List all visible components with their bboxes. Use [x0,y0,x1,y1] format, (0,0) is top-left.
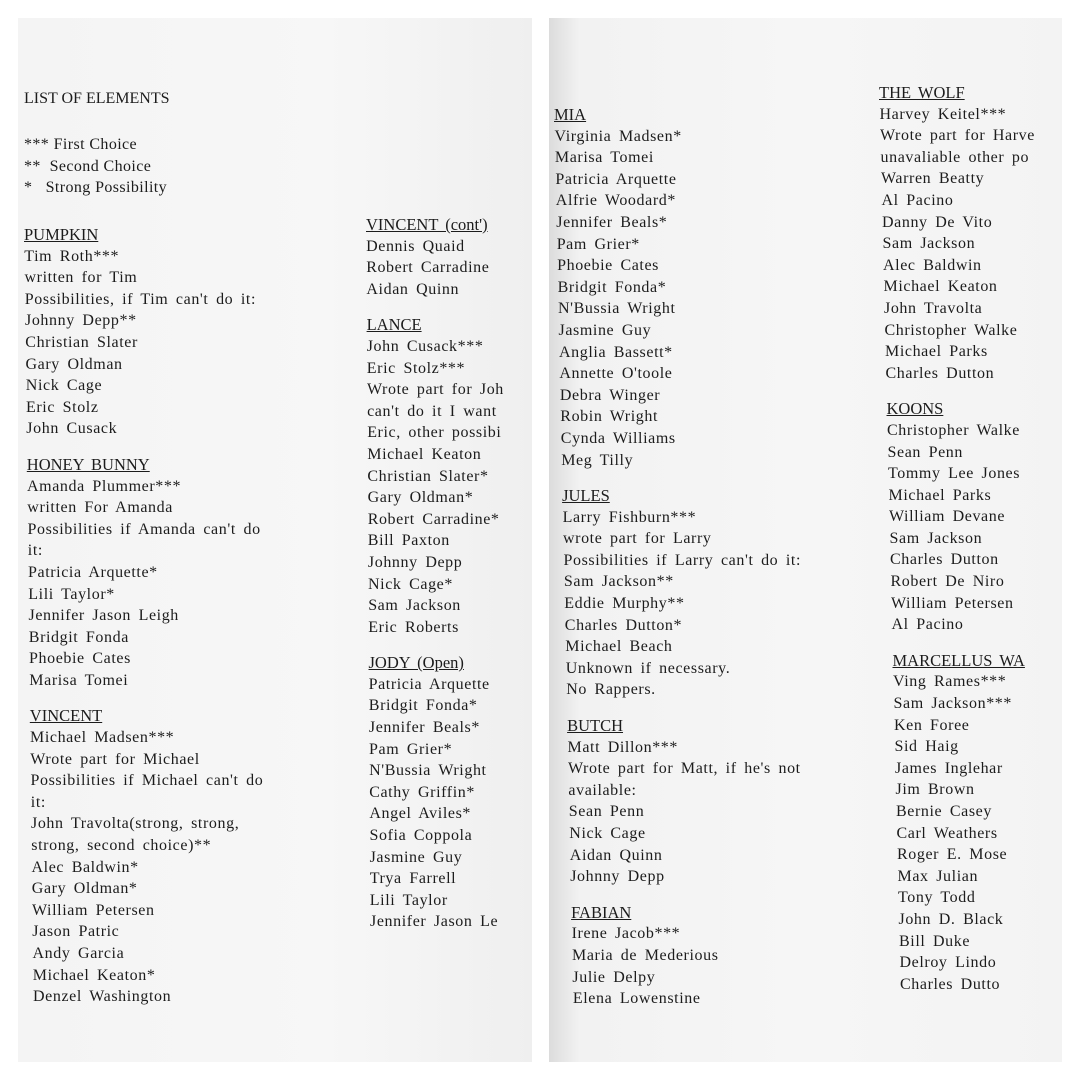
cast-entry: Sam Jackson [882,235,976,253]
cast-entry: Al Pacino [891,616,964,634]
cast-entry: Bill Duke [899,932,971,950]
cast-entry: Phoebie Cates [557,257,659,275]
cast-entry: Annette O'toole [559,365,673,383]
cast-entry: Nick Cage [569,825,646,842]
role-heading: FABIAN [571,902,632,922]
cast-entry: Trya Farrell [369,870,457,888]
cast-entry: Sean Penn [568,803,645,821]
cast-entry: Danny De Vito [882,213,993,231]
cast-entry: Al Pacino [881,191,954,209]
cast-entry: Elena Lowenstine [572,990,701,1008]
legend-strong-possibility: * Strong Possibility [24,179,168,197]
cast-entry: Alfrie Woodard* [555,192,676,210]
section-gap [554,701,801,715]
section-gap [879,384,1035,398]
cast-entry: Sid Haig [894,738,959,756]
cast-entry: can't do it I want [367,402,497,420]
cast-entry: Charles Dutton [885,364,995,382]
cast-entry: Angel Aviles* [369,805,471,823]
cast-entry: Jasmine Guy [558,321,652,339]
cast-entry: Johnny Depp [570,868,665,886]
cast-entry: Lili Taylor* [28,585,115,603]
cast-entry: Julie Delpy [572,968,656,986]
cast-entry: William Petersen [32,901,155,919]
cast-entry: Eric Stolz [26,398,99,416]
cast-entry: Marisa Tomei [29,671,129,689]
cast-entry: Nick Cage [25,377,103,395]
cast-entry: Christopher Walke [887,421,1020,439]
cast-entry: unavaliable other po [880,148,1030,166]
cast-entry: Wrote part for Matt, if he's not [568,760,801,778]
legend-second-choice: ** Second Choice [24,157,152,175]
left-column-1 [24,224,263,1008]
cast-entry: Sam Jackson [889,529,983,547]
cast-entry: Jennifer Jason Le [370,913,499,931]
cast-entry: it: [30,793,46,811]
cast-entry: John D. Black [898,910,1004,928]
cast-entry: Wrote part for Harve [880,127,1035,145]
cast-entry: Ken Foree [894,716,970,734]
cast-entry: written for Tim [24,269,138,287]
cast-entry: James Inglehar [895,759,1003,777]
cast-entry: Anglia Bassett* [559,343,673,361]
cast-entry: Possibilities if Amanda can't do [27,520,261,538]
role-heading: KOONS [886,399,944,419]
cast-entry: wrote part for Larry [563,530,712,548]
cast-entry: William Devane [889,508,1006,526]
cast-entry: Bridgit Fonda* [368,697,478,715]
cast-entry: strong, second choice)** [31,837,212,855]
cast-entry: Charles Dutton [890,551,999,569]
role-heading: PUMPKIN [24,225,99,244]
cast-entry: Tommy Lee Jones [888,465,1021,483]
cast-entry: Michael Madsen*** [30,729,175,747]
cast-entry: Sam Jackson [368,597,461,615]
cast-entry: Eric Roberts [368,618,459,636]
cast-entry: Pam Grier* [369,740,453,758]
cast-entry: N'Bussia Wright [558,300,676,318]
legend-first-choice: *** First Choice [24,136,138,153]
cast-entry: Robert Carradine* [367,510,500,528]
cast-entry: Sofia Coppola [369,827,473,845]
cast-entry: Roger E. Mose [897,846,1008,864]
cast-entry: Warren Beatty [881,170,985,188]
role-heading: LANCE [366,315,422,335]
section-gap [366,638,504,652]
role-heading: JULES [562,486,610,506]
cast-entry: John Travolta(strong, strong, [31,815,240,833]
cast-entry: Michael Keaton [883,278,998,296]
cast-entry: Eric, other possibi [367,424,502,442]
cast-entry: Johnny Depp [367,553,463,571]
cast-entry: Delroy Lindo [899,954,997,972]
cast-entry: Bernie Casey [896,803,992,820]
cast-entry: Possibilities if Larry can't do it: [563,551,802,569]
section-gap [24,440,263,454]
cast-entry: Alec Baldwin* [31,858,139,876]
cast-entry: Phoebie Cates [29,650,131,668]
cast-entry: Cynda Williams [560,429,676,447]
cast-entry: Jim Brown [895,781,975,799]
cast-entry: Jennifer Beals* [368,719,480,737]
cast-entry: Charles Dutton* [564,616,683,634]
cast-entry: Bridgit Fonda [28,628,129,646]
cast-entry: Irene Jacob*** [571,925,681,943]
cast-entry: Larry Fishburn*** [562,508,697,526]
legend [24,134,167,199]
cast-entry: Possibilities, if Tim can't do it: [24,290,257,308]
cast-entry: Tony Todd [898,889,976,907]
cast-entry: Patricia Arquette [555,170,677,188]
document-title: LIST OF ELEMENTS [24,90,170,107]
cast-entry: Jennifer Beals* [556,213,668,231]
cast-entry: it: [27,542,43,560]
cast-entry: available: [568,781,637,799]
cast-entry: William Petersen [891,594,1014,612]
cast-entry: Robert Carradine [366,259,490,277]
cast-entry: Marisa Tomei [554,149,654,167]
right-column-1 [554,104,801,1010]
cast-entry: Patricia Arquette* [28,563,158,581]
cast-entry: Wrote part for Joh [367,381,504,399]
cast-entry: John Cusack*** [366,337,484,355]
section-gap [554,888,801,902]
cast-entry: Christian Slater* [367,467,489,485]
cast-entry: Lili Taylor [369,891,448,909]
cast-entry: Robert De Niro [890,573,1005,591]
cast-entry: Gary Oldman [25,355,123,373]
role-heading: BUTCH [567,716,624,736]
cast-entry: Michael Parks [888,486,992,504]
cast-entry: Michael Parks [885,343,988,361]
cast-entry: Sam Jackson** [563,573,674,591]
cast-entry: Christian Slater [25,333,138,351]
cast-entry: Aidan Quinn [366,280,460,298]
cast-entry: Johnny Depp** [25,312,137,330]
cast-entry: Nick Cage* [368,575,453,593]
cast-entry: Max Julian [897,867,979,885]
cast-entry: Gary Oldman* [31,880,138,898]
cast-entry: Harvey Keitel*** [879,105,1007,123]
right-page [549,18,1062,1062]
cast-entry: Matt Dillon*** [567,738,679,756]
cast-entry: Charles Dutto [900,975,1001,993]
cast-entry: Michael Beach [565,638,673,656]
cast-entry: John Travolta [884,299,983,317]
role-heading: MIA [554,105,587,124]
right-column-2 [879,82,1035,995]
cast-entry: No Rappers. [566,681,656,699]
cast-entry: Michael Keaton* [32,966,156,984]
section-gap [554,471,801,485]
role-heading: HONEY BUNNY [26,454,150,474]
cast-entry: Unknown if necessary. [565,659,731,677]
cast-entry: Cathy Griffin* [369,783,475,801]
cast-entry: Robin Wright [560,408,659,426]
cast-entry: Bill Paxton [367,532,450,550]
cast-entry: Sam Jackson*** [893,695,1013,713]
cast-entry: Patricia Arquette [368,675,490,693]
section-gap [24,691,263,705]
cast-entry: Pam Grier* [556,235,640,253]
cast-entry: Jennifer Jason Leigh [28,607,179,625]
role-heading: MARCELLUS WA [892,650,1025,670]
cast-entry: Jasmine Guy [369,848,463,866]
role-heading: JODY (Open) [368,653,464,673]
cast-entry: Debra Winger [559,386,661,404]
cast-entry: Aidan Quinn [569,846,663,864]
cast-entry: Bridgit Fonda* [557,278,667,296]
left-page [18,18,532,1062]
role-heading: THE WOLF [879,83,965,102]
cast-entry: Gary Oldman* [367,489,474,507]
cast-entry: Possibilities if Michael can't do [30,772,264,790]
cast-entry: N'Bussia Wright [369,762,487,780]
cast-entry: Dennis Quaid [366,237,465,255]
cast-entry: Amanda Plummer*** [27,477,182,495]
role-heading: VINCENT (cont') [366,215,488,234]
cast-entry: Wrote part for Michael [30,750,200,768]
cast-entry: Eddie Murphy** [564,595,685,613]
cast-entry: John Cusack [26,420,118,438]
cast-entry: Ving Rames*** [893,673,1007,691]
cast-entry: Jason Patric [32,923,120,941]
cast-entry: Denzel Washington [33,988,172,1006]
cast-entry: Alec Baldwin [883,256,982,274]
role-heading: VINCENT [29,706,103,726]
section-gap [879,636,1035,650]
cast-entry: Maria de Mederious [572,946,719,964]
cast-entry: Sean Penn [887,443,964,461]
cast-entry: Meg Tilly [561,451,634,469]
cast-entry: Christopher Walke [884,321,1018,339]
cast-entry: Tim Roth*** [24,247,120,265]
cast-entry: Virginia Madsen* [554,127,682,145]
cast-entry: Michael Keaton [367,445,482,463]
cast-entry: Andy Garcia [32,945,125,962]
cast-entry: Eric Stolz*** [366,359,466,377]
cast-entry: Carl Weathers [896,824,998,842]
section-gap [366,300,504,314]
cast-entry: written For Amanda [27,499,173,517]
left-column-2 [366,214,504,933]
